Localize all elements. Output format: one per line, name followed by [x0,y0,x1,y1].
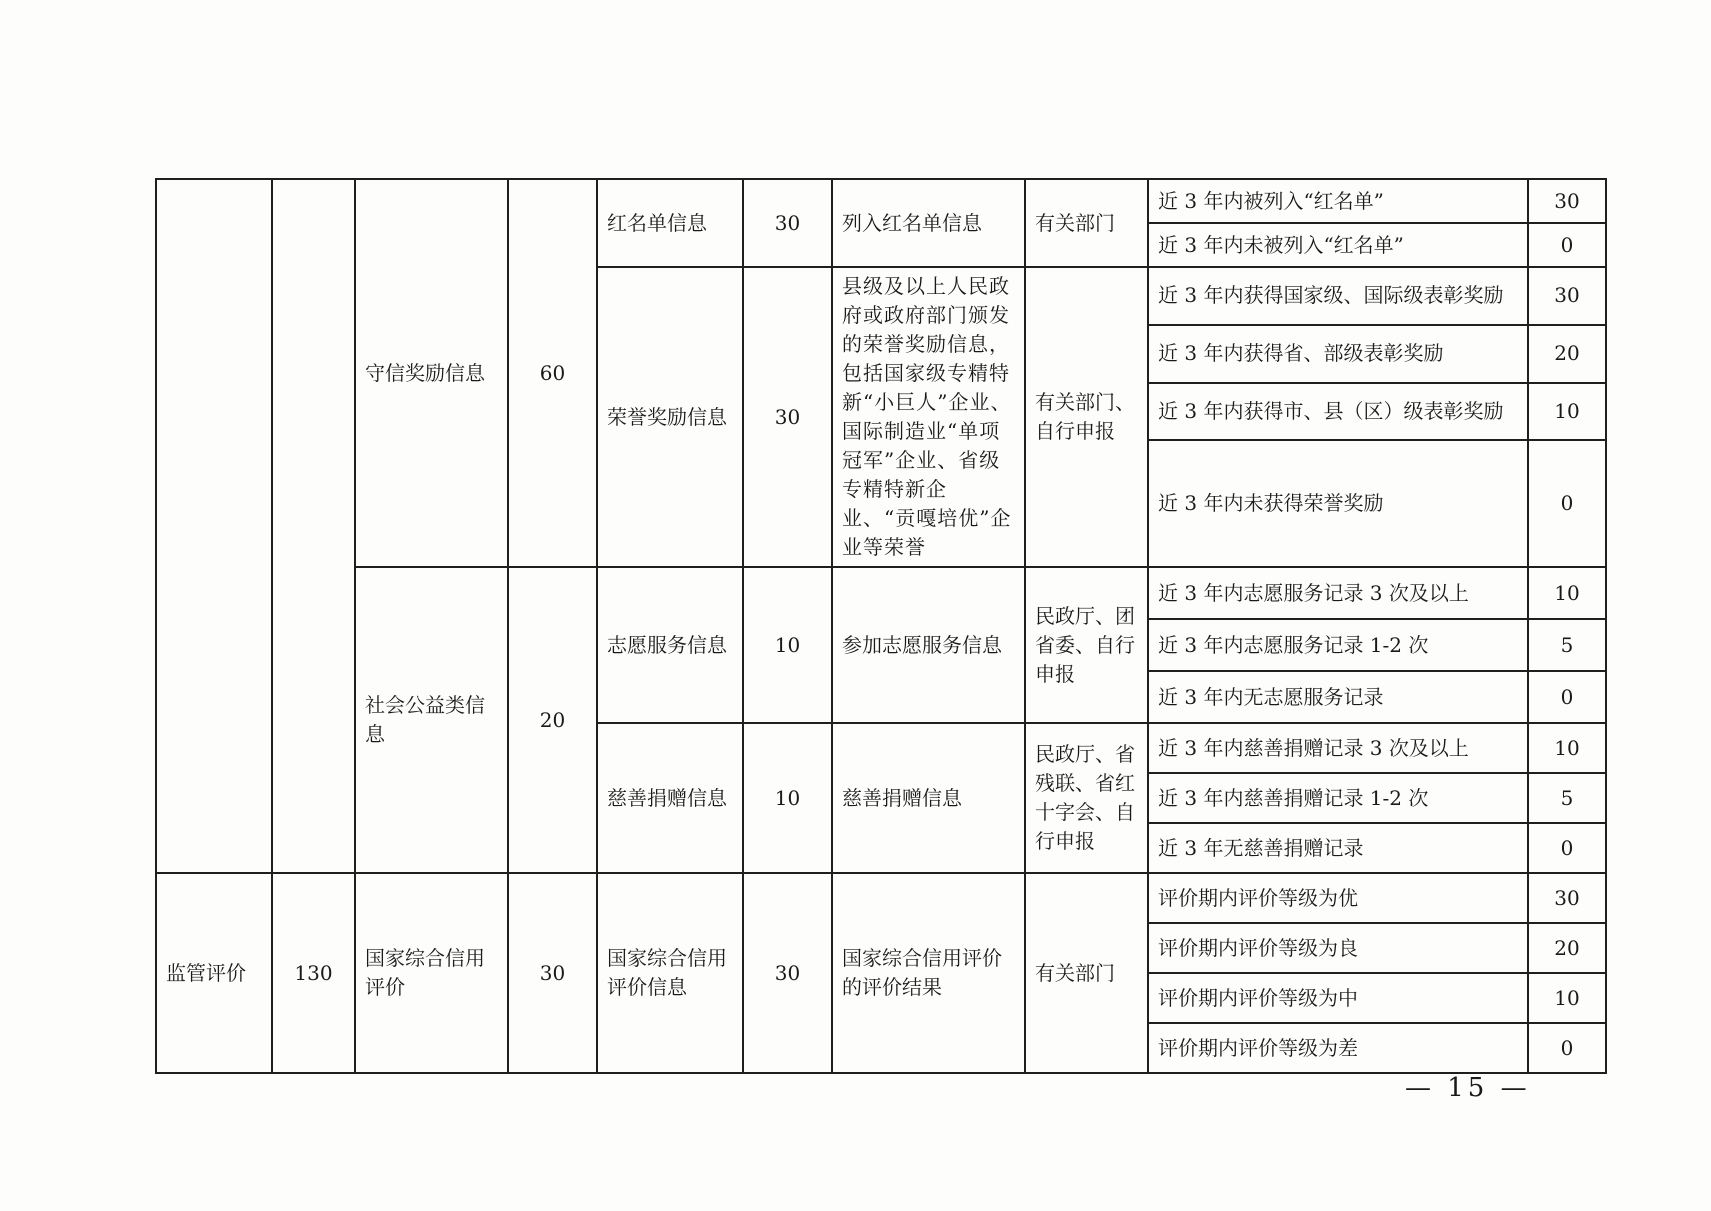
criterion-points: 0 [1528,823,1606,873]
criterion-points: 0 [1528,223,1606,267]
category-cell-empty [156,179,272,873]
criterion-text: 评价期内评价等级为优 [1148,873,1528,923]
credit-scoring-table [155,178,1607,1074]
criterion-points: 10 [1528,567,1606,619]
item-score: 10 [743,567,832,723]
criterion-text: 近 3 年内无志愿服务记录 [1148,671,1528,723]
sub-category-name: 社会公益类信息 [355,567,508,873]
sub-category-name: 守信奖励信息 [355,179,508,567]
category-score-cell-empty [272,179,355,873]
item-source: 有关部门 [1025,179,1148,267]
item-name: 国家综合信用评价信息 [597,873,743,1073]
item-name: 慈善捐赠信息 [597,723,743,873]
criterion-text: 近 3 年内未获得荣誉奖励 [1148,440,1528,567]
criterion-points: 0 [1528,671,1606,723]
criterion-points: 30 [1528,267,1606,325]
item-description: 县级及以上人民政府或政府部门颁发的荣誉奖励信息，包括国家级专精特新“小巨人”企业、国际制造业“单项冠军”企业、省级专精特新企业、“贡嘎培优”企业等荣誉 [832,267,1025,567]
criterion-text: 近 3 年内获得省、部级表彰奖励 [1148,325,1528,383]
criterion-text: 评价期内评价等级为良 [1148,923,1528,973]
criterion-text: 评价期内评价等级为差 [1148,1023,1528,1073]
item-score: 10 [743,723,832,873]
criterion-points: 10 [1528,383,1606,441]
item-source: 有关部门 [1025,873,1148,1073]
item-name: 荣誉奖励信息 [597,267,743,567]
item-description: 列入红名单信息 [832,179,1025,267]
item-name: 红名单信息 [597,179,743,267]
criterion-points: 5 [1528,619,1606,671]
item-score: 30 [743,267,832,567]
criterion-points: 10 [1528,973,1606,1023]
criterion-text: 近 3 年内志愿服务记录 1-2 次 [1148,619,1528,671]
criterion-text: 近 3 年内慈善捐赠记录 1-2 次 [1148,773,1528,823]
criterion-points: 10 [1528,723,1606,773]
sub-category-score: 60 [508,179,597,567]
criterion-text: 近 3 年内未被列入“红名单” [1148,223,1528,267]
criterion-points: 5 [1528,773,1606,823]
item-source: 有关部门、自行申报 [1025,267,1148,567]
criterion-text: 评价期内评价等级为中 [1148,973,1528,1023]
sub-category-name: 国家综合信用评价 [355,873,508,1073]
criterion-points: 30 [1528,179,1606,223]
item-description: 国家综合信用评价的评价结果 [832,873,1025,1073]
criterion-text: 近 3 年内被列入“红名单” [1148,179,1528,223]
criterion-points: 0 [1528,1023,1606,1073]
criterion-points: 20 [1528,325,1606,383]
criterion-text: 近 3 年内志愿服务记录 3 次及以上 [1148,567,1528,619]
criterion-text: 近 3 年内获得国家级、国际级表彰奖励 [1148,267,1528,325]
criterion-text: 近 3 年内慈善捐赠记录 3 次及以上 [1148,723,1528,773]
item-name: 志愿服务信息 [597,567,743,723]
criterion-points: 0 [1528,440,1606,567]
criterion-points: 20 [1528,923,1606,973]
criterion-text: 近 3 年无慈善捐赠记录 [1148,823,1528,873]
item-description: 参加志愿服务信息 [832,567,1025,723]
table-row [156,873,1606,923]
category-score: 130 [272,873,355,1073]
item-description: 慈善捐赠信息 [832,723,1025,873]
table-row [156,567,1606,619]
sub-category-score: 20 [508,567,597,873]
sub-category-score: 30 [508,873,597,1073]
criterion-text: 近 3 年内获得市、县（区）级表彰奖励 [1148,383,1528,441]
criterion-points: 30 [1528,873,1606,923]
item-score: 30 [743,179,832,267]
table-row [156,179,1606,223]
category-name: 监管评价 [156,873,272,1073]
item-source: 民政厅、团省委、自行申报 [1025,567,1148,723]
item-score: 30 [743,873,832,1073]
item-source: 民政厅、省残联、省红十字会、自行申报 [1025,723,1148,873]
page-number: — 15 — [1405,1073,1531,1103]
